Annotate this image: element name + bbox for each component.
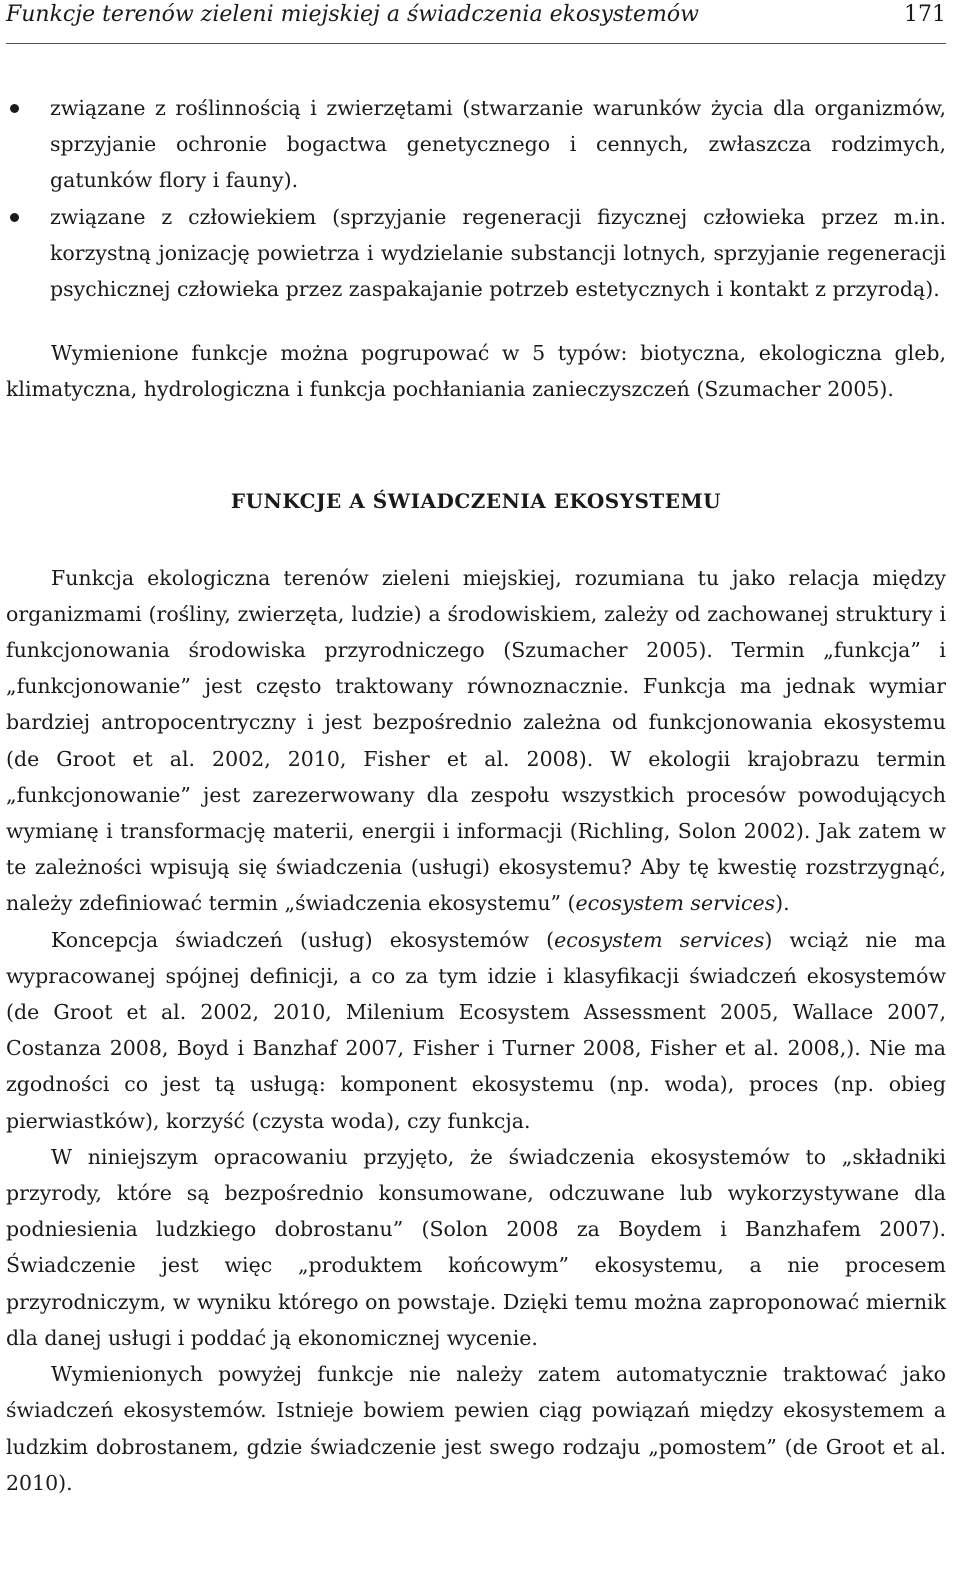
page-body — [6, 90, 946, 1501]
list-item — [6, 90, 946, 199]
paragraph-2-tail: ) wciąż nie ma wypracowanej spójnej definicji, a co za tym idzie i klasyfikacji świadczeń ekosystemów (de Groot et al. 2002, 2010, Milenium Ecosystem Assessment 2005, Wallace 2007, Costanza 2008, Boyd i Banzhaf 2007, Fisher i Turner 2008, Fisher et al. 2008,). Nie ma zgodności co jest tą usługą: komponent ekosystemu (np. woda), proces (np. obieg pierwiastków), korzyść (czysta woda), czy funkcja. — [6, 927, 946, 1133]
section-heading: FUNKCJE A ŚWIADCZENIA EKOSYSTEMU — [230, 488, 722, 513]
bullet-icon — [10, 213, 19, 222]
paragraph-1-tail: ). — [775, 891, 790, 916]
paragraph-1-text: Funkcja ekologiczna terenów zieleni miejskiej, rozumiana tu jako relacja między organizmami (rośliny, zwierzęta, ludzie) a środowiskiem, zależy od zachowanej struktury i funkcjonowania środowiska przyrodniczego (Szumacher 2005). Termin „funkcja” i „funkcjonowanie” jest często traktowany równoznacznie. Funkcja ma jednak wymiar bardziej antropocentryczny i jest bezpośrednio zależna od funkcjonowania ekosystemu (de Groot et al. 2002, 2010, Fisher et al. 2008). W ekologii krajobrazu termin „funkcjonowanie” jest zarezerwowany dla zespołu wszystkich procesów powodujących wymianę i transformację materii, energii i informacji (Richling, Solon 2002). Jak zatem w te zależności wpisują się świadczenia (usługi) ekosystemu? Aby tę kwestię rozstrzygnąć, należy zdefiniować termin „świadczenia ekosystemu” ( — [6, 565, 946, 916]
paragraph-2-text: Koncepcja świadczeń (usług) ekosystemów ( — [51, 927, 555, 952]
page-number: 171 — [904, 2, 946, 27]
paragraph-1-italic-term: ecosystem services — [575, 891, 776, 916]
paragraph-1 — [6, 560, 946, 922]
list-item-text: związane z roślinnością i zwierzętami (stwarzanie warunków życia dla organizmów, sprzyjanie ochronie bogactwa genetycznego i cennych, zwłaszcza rodzimych, gatunków flory i fauny). — [50, 96, 946, 193]
list-item — [6, 199, 946, 308]
intro-paragraph: Wymienione funkcje można pogrupować w 5 typów: biotyczna, ekologiczna gleb, klimatyczna, hydrologiczna i funkcja pochłaniania zanieczyszczeń (Szumacher 2005). — [6, 341, 946, 402]
bullet-list — [6, 90, 946, 307]
header-rule — [6, 43, 946, 44]
paragraph-4: Wymienionych powyżej funkcje nie należy zatem automatycznie traktować jako świadczeń ekosystemów. Istnieje bowiem pewien ciąg powiązań między ekosystemem a ludzkim dobrostanem, gdzie świadczenie jest swego rodzaju „pomostem” (de Groot et al. 2010). — [6, 1362, 946, 1495]
bullet-icon — [10, 104, 19, 113]
paragraph-3: W niniejszym opracowaniu przyjęto, że świadczenia ekosystemów to „składniki przyrody, które są bezpośrednio konsumowane, odczuwane lub wykorzystywane dla podniesienia ludzkiego dobrostanu” (Solon 2008 za Boydem i Banzhafem 2007). Świadczenie jest więc „produktem końcowym” ekosystemu, a nie procesem przyrodniczym, w wyniku którego on powstaje. Dzięki temu można zaproponować miernik dla danej usługi i poddać ją ekonomicznej wycenie. — [6, 1144, 946, 1350]
paragraph-2-italic-term: ecosystem services — [554, 927, 765, 952]
paragraph-2 — [6, 922, 946, 1139]
list-item-text: związane z człowiekiem (sprzyjanie regeneracji fizycznej człowieka przez m.in. korzystną jonizację powietrza i wydzielanie substancji lotnych, sprzyjanie regeneracji psychicznej człowieka przez zaspakajanie potrzeb estetycznych i kontakt z przyrodą). — [50, 204, 946, 302]
page-header — [6, 2, 946, 42]
running-title: Funkcje terenów zieleni miejskiej a świadczenia ekosystemów — [6, 2, 699, 27]
